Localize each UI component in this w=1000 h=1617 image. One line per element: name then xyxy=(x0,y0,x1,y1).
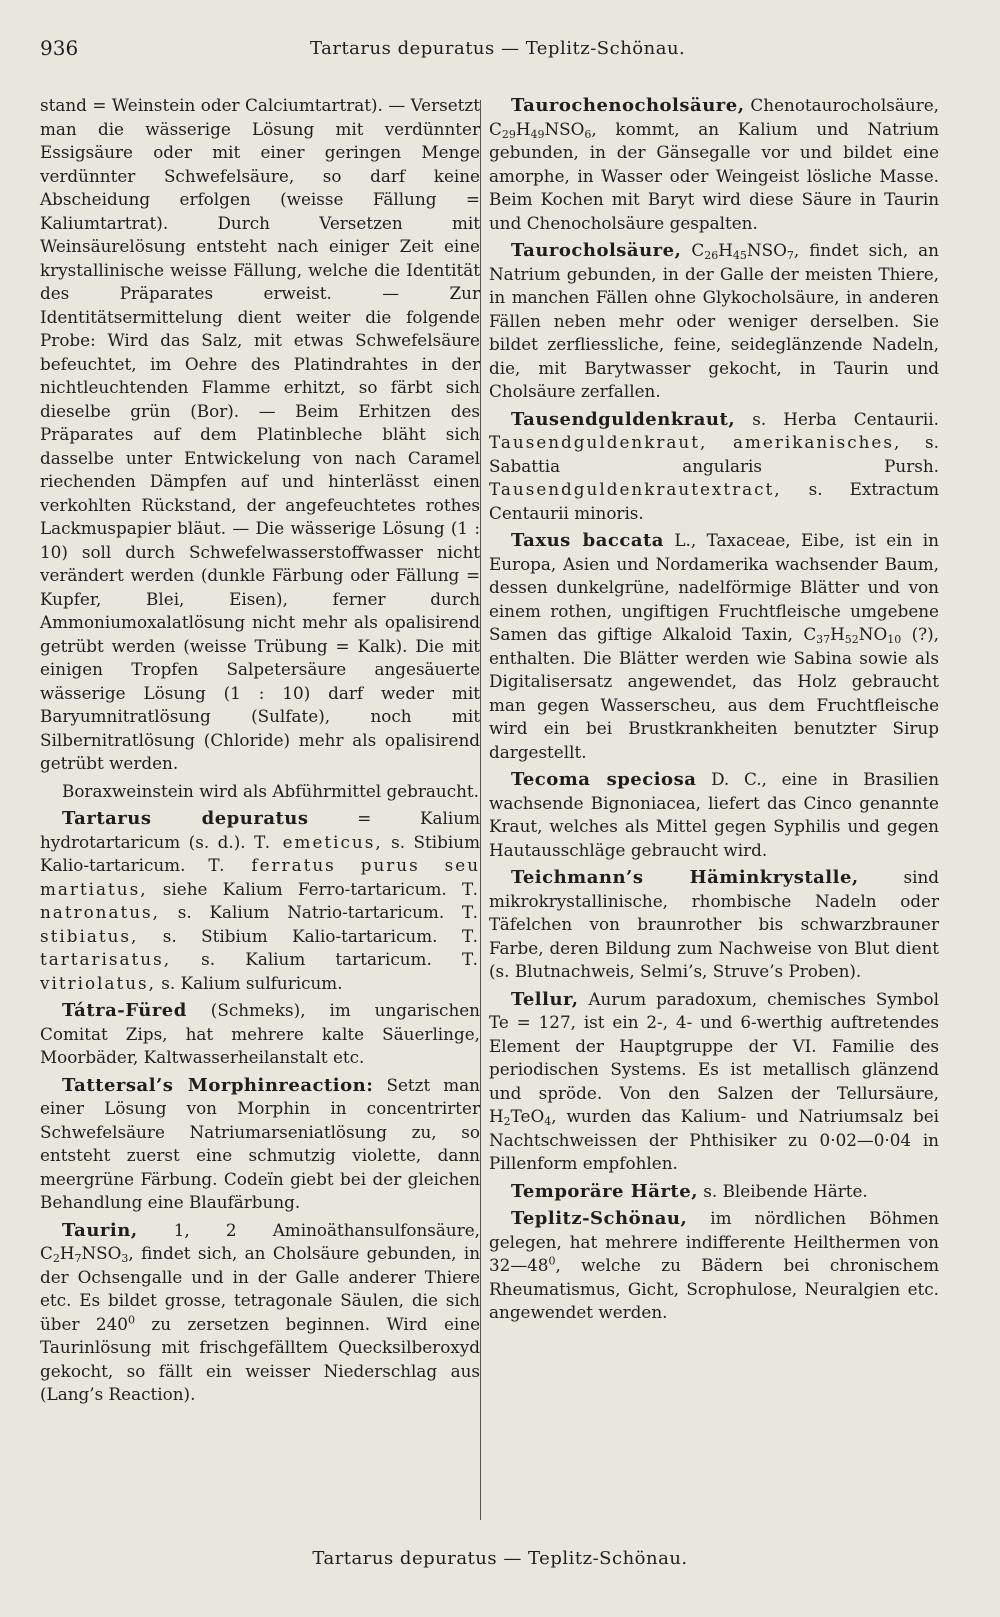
entry-tatra-fured: Tátra-Füred (Schmeks), im ungarischen Comitat Zips, hat mehrere kalte Säuerlinge, Moorbäder, Kaltwasserheilanstalt etc. xyxy=(40,1000,480,1067)
entry-taurin: Taurin, 1, 2 Aminoäthansulfonsäure, $C_2H_7NSO_3$, findet sich, an Cholsäure gebunden, in der Ochsengalle und in der Galle anderer Thiere etc. Es bildet grosse, tetragonale Säulen, die sich über $240^0$ zu zersetzen beginnen. Wird eine Taurinlösung mit frischgefälltem Quecksilberoxyd gekocht, so fällt ein weisser Niederschlag aus (Lang’s Reaction). xyxy=(40,1219,480,1404)
headword: Taurocholsäure, xyxy=(511,240,682,261)
left-column xyxy=(40,94,480,1411)
column-divider xyxy=(480,100,481,1520)
headword: Tattersal’s Morphinreaction: xyxy=(62,1074,374,1096)
boraxweinstein-paragraph: Boraxweinstein wird als Abführmittel gebraucht. xyxy=(62,780,479,801)
headword: Taurin, xyxy=(62,1219,138,1241)
page-footer: Tartarus depuratus — Teplitz-Schönau. xyxy=(312,1548,688,1569)
entry-tartarus-depuratus: Tartarus depuratus = Kalium hydrotartaricum (s. d.). T. emeticus, s. Stibium Kalio-tartaricum. T. ferratus purus seu martiatus, siehe Kalium Ferro-tartaricum. T. natronatus, s. Kalium Natrio-tartaricum. T. stibiatus, s. Stibium Kalio-tartaricum. T. tartarisatus, s. Kalium tartaricum. T. vitriolatus, s. Kalium sulfuricum. xyxy=(40,808,480,993)
entry-tattersal: Tattersal’s Morphinreaction: Setzt man einer Lösung von Morphin in concentrirter Schwefelsäure Natriumarseniatlösung zu, so entsteht zuerst eine schmutzig violette, dann meergrüne Färbung. Codeïn giebt bei der gleichen Behandlung eine Blaufärbung. xyxy=(40,1074,480,1212)
headword: Taurochenocholsäure, xyxy=(511,95,745,116)
headword: Teichmann’s Häminkrystalle, xyxy=(511,867,859,888)
entry-taxus-baccata: Taxus baccata L., Taxaceae, Eibe, ist ein in Europa, Asien und Nordamerika wachsender Baum, dessen dunkelgrüne, nadelförmige Blätter und von einem rothen, ungiftigen Fruchtfleische umgebene Samen das giftige Alkaloid Taxin, $C_{37}H_{52}NO_{10}$ (?), enthalten. Die Blätter werden wie Sabina sowie als Digitalisersatz angewendet, das Holz gebraucht man gegen Wasserscheu, aus dem Fruchtfleische wird ein bei Brustkrankheiten benutzter Sirup dargestellt. xyxy=(489,530,939,762)
headword: Tecoma speciosa xyxy=(511,769,697,790)
headword: Tartarus depuratus xyxy=(62,808,309,829)
right-column xyxy=(489,94,939,1329)
entry-teichmann: Teichmann’s Häminkrystalle, sind mikrokrystallinische, rhombische Nadeln oder Täfelchen von braunrother bis schwarzbrauner Farbe, deren Bildung zum Nachweise von Blut dient (s. Blutnachweis, Selmi’s, Struve’s Proben). xyxy=(489,867,939,981)
headword: Tátra-Füred xyxy=(62,1000,187,1021)
page-header xyxy=(40,36,960,66)
entry-tausendguldenkraut: Tausendguldenkraut, s. Herba Centaurii. Tausendguldenkraut, amerikanisches, s. Sabattia angularis Pursh. Tausendguldenkrautextract, s. Extractum Centaurii minoris. xyxy=(489,408,940,523)
headword: Temporäre Härte, xyxy=(511,1180,698,1202)
headword: Tellur, xyxy=(511,988,579,1010)
entry-temporaere-haerte: Temporäre Härte, s. Bleibende Härte. xyxy=(511,1180,868,1202)
entry-teplitz-schoenau: Teplitz-Schönau, im nördlichen Böhmen gelegen, hat mehrere indifferente Heilthermen von $32—48^0$, welche zu Bädern bei chronischem Rheumatismus, Gicht, Scrophulose, Neuralgien etc. angewendet werden. xyxy=(489,1208,939,1322)
page-number: 936 xyxy=(40,36,79,60)
entry-tellur: Tellur, Aurum paradoxum, chemisches Symbol Te = 127, ist ein 2-, 4- und 6-werthig auftretendes Element der Hauptgruppe der VI. Familie des periodischen Systems. Es ist metallisch glänzend und spröde. Von den Salzen der Tellursäure, $H_2TeO_4$, wurden das Kalium- und Natriumsalz bei Nachtschweissen der Phthisiker zu 0·02—0·04 in Pillenform empfohlen. xyxy=(489,988,939,1173)
running-title: Tartarus depuratus — Teplitz-Schönau. xyxy=(310,38,686,59)
headword: Taxus baccata xyxy=(511,530,664,551)
continued-paragraph: stand = Weinstein oder Calciumtartrat). — Versetzt man die wässerige Lösung mit verdünnter Essigsäure oder mit einer geringen Menge verdünnter Schwefelsäure, so darf keine Abscheidung erfolgen (weisse Fällung = Kaliumtartrat). Durch Versetzen mit Weinsäurelösung entsteht nach einiger Zeit eine krystallinische weisse Fällung, welche die Identität des Präparates erweist. — Zur Identitätsermittelung dient weiter die folgende Probe: Wird das Salz, mit etwas Schwefelsäure befeuchtet, im Oehre des Platindrahtes in der nichtleuchtenden Flamme erhitzt, so färbt sich dieselbe grün (Bor). — Beim Erhitzen des Präparates auf dem Platinbleche bläht sich dasselbe unter Entwickelung von nach Caramel riechenden Dämpfen auf und hinterlässt einen verkohlten Rückstand, der angefeuchtetes rothes Lackmuspapier bläut. — Die wässerige Lösung (1 : 10) soll durch Schwefelwasserstoffwasser nicht verändert werden (dunkle Färbung oder Fällung = Kupfer, Blei, Eisen), ferner durch Ammoniumoxalatlösung nicht mehr als opalisirend getrübt werden (weisse Trübung = Kalk). Die mit einigen Tropfen Salpetersäure angesäuerte wässerige Lösung (1 : 10) darf weder mit Baryumnitratlösung (Sulfate), noch mit Silbernitratlösung (Chloride) mehr als opalisirend getrübt werden. xyxy=(40,95,480,773)
headword: Tausendguldenkraut, xyxy=(511,408,736,430)
entry-taurocholsaure: Taurocholsäure, $C_{26}H_{45}NSO_7$, findet sich, an Natrium gebunden, in der Galle der meisten Thiere, in manchen Fällen ohne Glykocholsäure, in anderen Fällen neben mehr oder weniger derselben. Sie bildet zerfliessliche, feine, seideglänzende Nadeln, die, mit Barytwasser gekocht, in Taurin und Cholsäure zerfallen. xyxy=(489,240,939,401)
entry-taurochenocholsaure: Taurochenocholsäure, Chenotaurocholsäure, $C_{29}H_{49}NSO_6$, kommt, an Kalium und Natrium gebunden, in der Gänsegalle vor und bildet eine amorphe, in Wasser oder Weingeist lösliche Masse. Beim Kochen mit Baryt wird diese Säure in Taurin und Chenocholsäure gespalten. xyxy=(489,95,939,233)
entry-tecoma-speciosa: Tecoma speciosa D. C., eine in Brasilien wachsende Bignoniacea, liefert das Cinco genannte Kraut, welches als Mittel gegen Syphilis und gegen Hautausschläge gebraucht wird. xyxy=(489,769,940,860)
headword: Teplitz-Schönau, xyxy=(511,1208,688,1229)
